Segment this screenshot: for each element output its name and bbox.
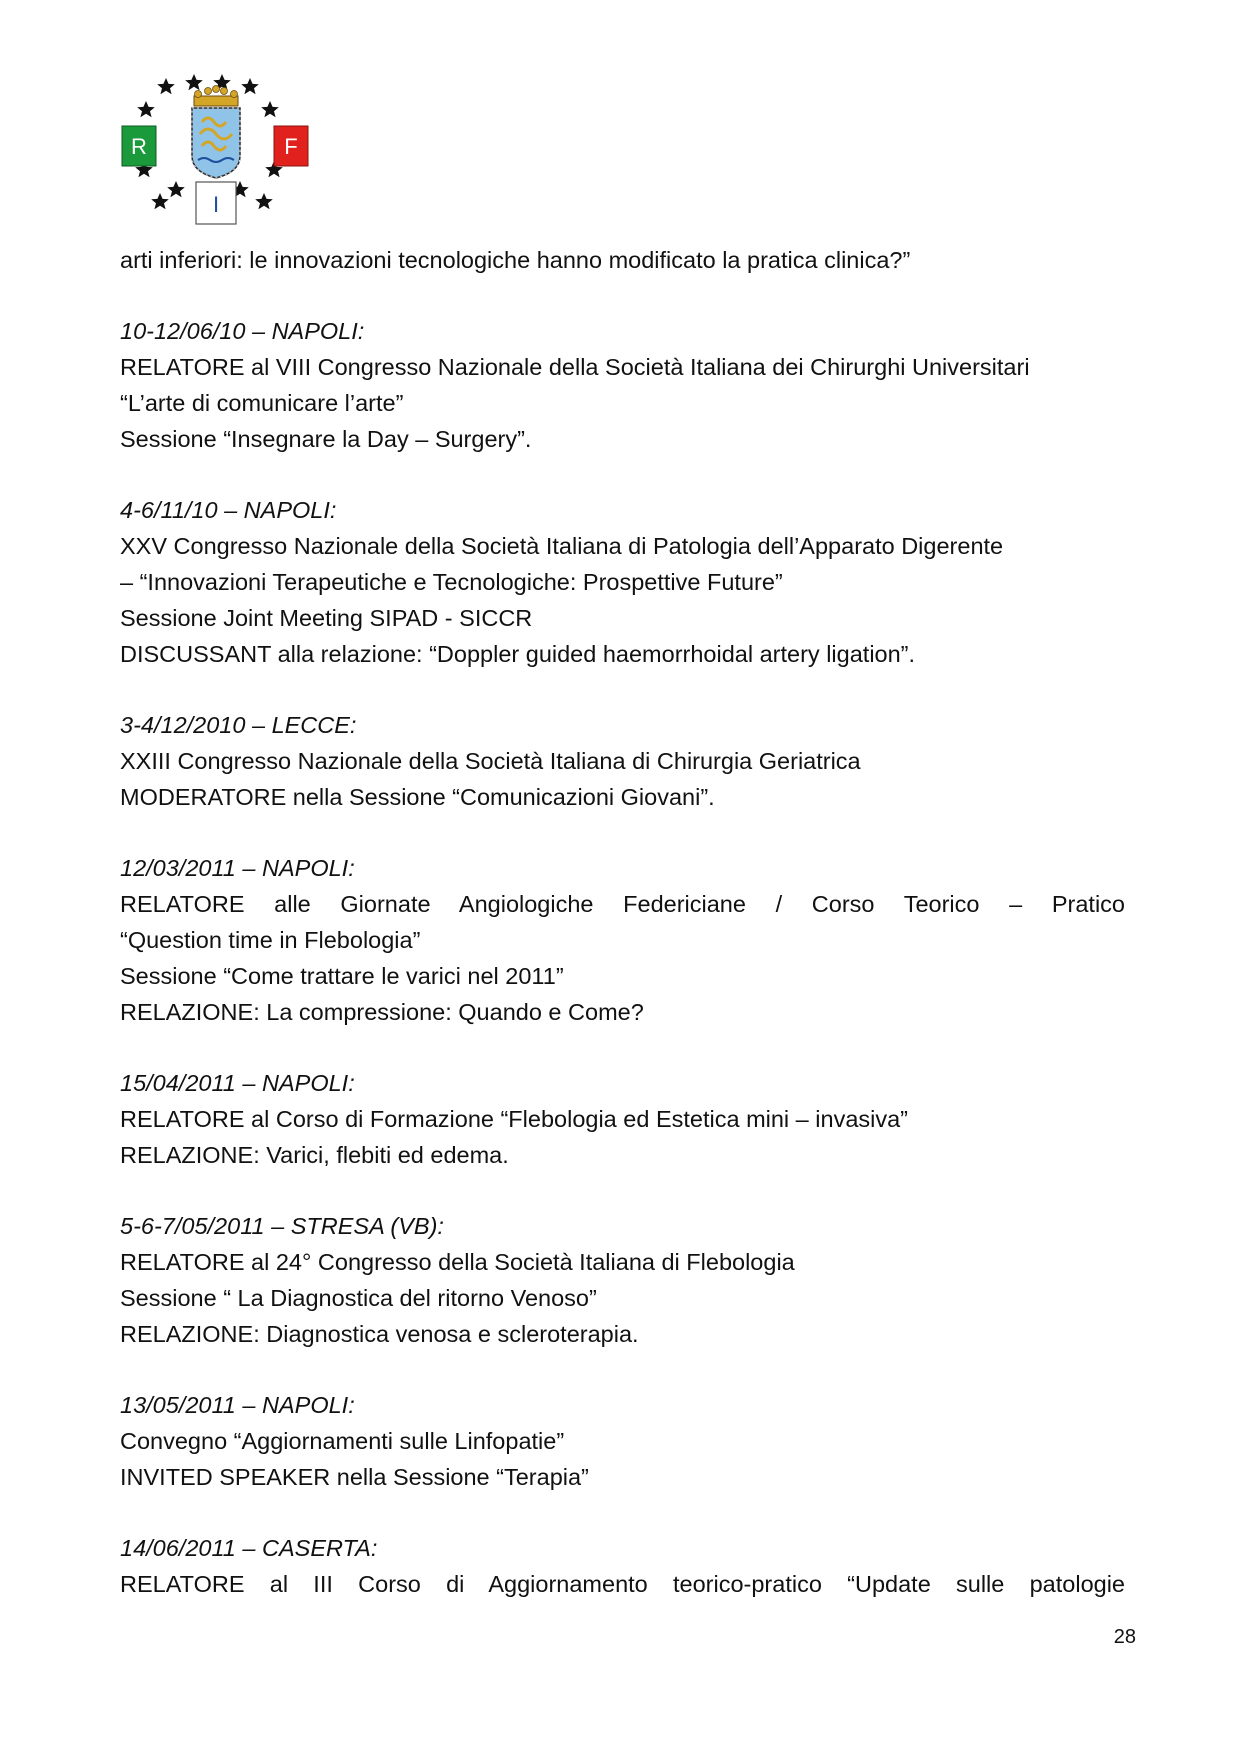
entry-line: Convegno “Aggiornamenti sulle Linfopatie” [120,1428,565,1454]
spacer [120,1495,1125,1530]
white-i-box [196,182,236,224]
spacer [120,457,1125,492]
entry-napoli-2010-06 [120,313,1125,457]
entry-napoli-2010-11 [120,492,1125,672]
entry-line: Sessione “Insegnare la Day – Surgery”. [120,426,532,452]
entry-stresa-2011-05 [120,1208,1125,1352]
rfi-logo [118,72,318,242]
entry-line: XXV Congresso Nazionale della Società Italiana di Patologia dell’Apparato Digerente [120,533,1004,559]
entry-continuation [120,242,1125,278]
entry-line: XXIII Congresso Nazionale della Società Italiana di Chirurgia Geriatrica [120,748,861,774]
spacer [120,815,1125,850]
green-r-box [122,126,156,166]
entry-line: RELATORE al III Corso di Aggiornamento teorico-pratico “Update sulle patologie [120,1571,1125,1597]
entry-date: 3-4/12/2010 – LECCE: [120,712,357,738]
entry-line: RELAZIONE: Varici, flebiti ed edema. [120,1142,509,1168]
spacer [120,1352,1125,1387]
entry-line: Sessione “ La Diagnostica del ritorno Venoso” [120,1285,597,1311]
entry-line: RELATORE al VIII Congresso Nazionale della Società Italiana dei Chirurghi Universitari [120,354,1030,380]
spacer [120,278,1125,313]
logo-letter-i: I [212,192,220,217]
entry-lecce-2010-12 [120,707,1125,815]
spacer [120,672,1125,707]
entry-line: – “Innovazioni Terapeutiche e Tecnologiche: Prospettive Future” [120,569,783,595]
entry-date: 4-6/11/10 – NAPOLI: [120,497,337,523]
entry-date: 13/05/2011 – NAPOLI: [120,1392,355,1418]
crown-icon [194,86,238,107]
page-number: 28 [1113,1626,1136,1648]
logo-letter-f: F [284,134,298,159]
entry-line: Sessione “Come trattare le varici nel 2011” [120,963,564,989]
entry-date: 12/03/2011 – NAPOLI: [120,855,355,881]
coat-of-arms-icon [192,108,240,178]
entry-date: 5-6-7/05/2011 – STRESA (VB): [120,1213,444,1239]
entry-date: 14/06/2011 – CASERTA: [120,1535,378,1561]
logo-letter-r: R [131,134,147,159]
entry-date: 10-12/06/10 – NAPOLI: [120,318,365,344]
rfi-logo-graphic [118,72,318,242]
entry-napoli-2011-05 [120,1387,1125,1495]
entry-line: RELATORE alle Giornate Angiologiche Federiciane / Corso Teorico – Pratico [120,891,1125,917]
entry-date: 15/04/2011 – NAPOLI: [120,1070,355,1096]
entry-napoli-2011-03 [120,850,1125,1030]
entry-line: RELATORE al Corso di Formazione “Flebologia ed Estetica mini – invasiva” [120,1106,909,1132]
entry-napoli-2011-04 [120,1065,1125,1173]
entry-line: “Question time in Flebologia” [120,927,421,953]
entry-line: Sessione Joint Meeting SIPAD - SICCR [120,605,533,631]
entry-line: MODERATORE nella Sessione “Comunicazioni Giovani”. [120,784,715,810]
entry-line: “L’arte di comunicare l’arte” [120,390,404,416]
entry-caserta-2011-06 [120,1530,1125,1602]
entry-line: RELAZIONE: Diagnostica venosa e scleroterapia. [120,1321,639,1347]
document-body [120,242,1125,1602]
entry-line: DISCUSSANT alla relazione: “Doppler guided haemorrhoidal artery ligation”. [120,641,916,667]
entry-line: RELAZIONE: La compressione: Quando e Come? [120,999,644,1025]
spacer [120,1030,1125,1065]
entry-line: arti inferiori: le innovazioni tecnologiche hanno modificato la pratica clinica?” [120,247,911,273]
red-f-box [274,126,308,166]
entry-line: INVITED SPEAKER nella Sessione “Terapia” [120,1464,589,1490]
spacer [120,1173,1125,1208]
entry-line: RELATORE al 24° Congresso della Società Italiana di Flebologia [120,1249,795,1275]
